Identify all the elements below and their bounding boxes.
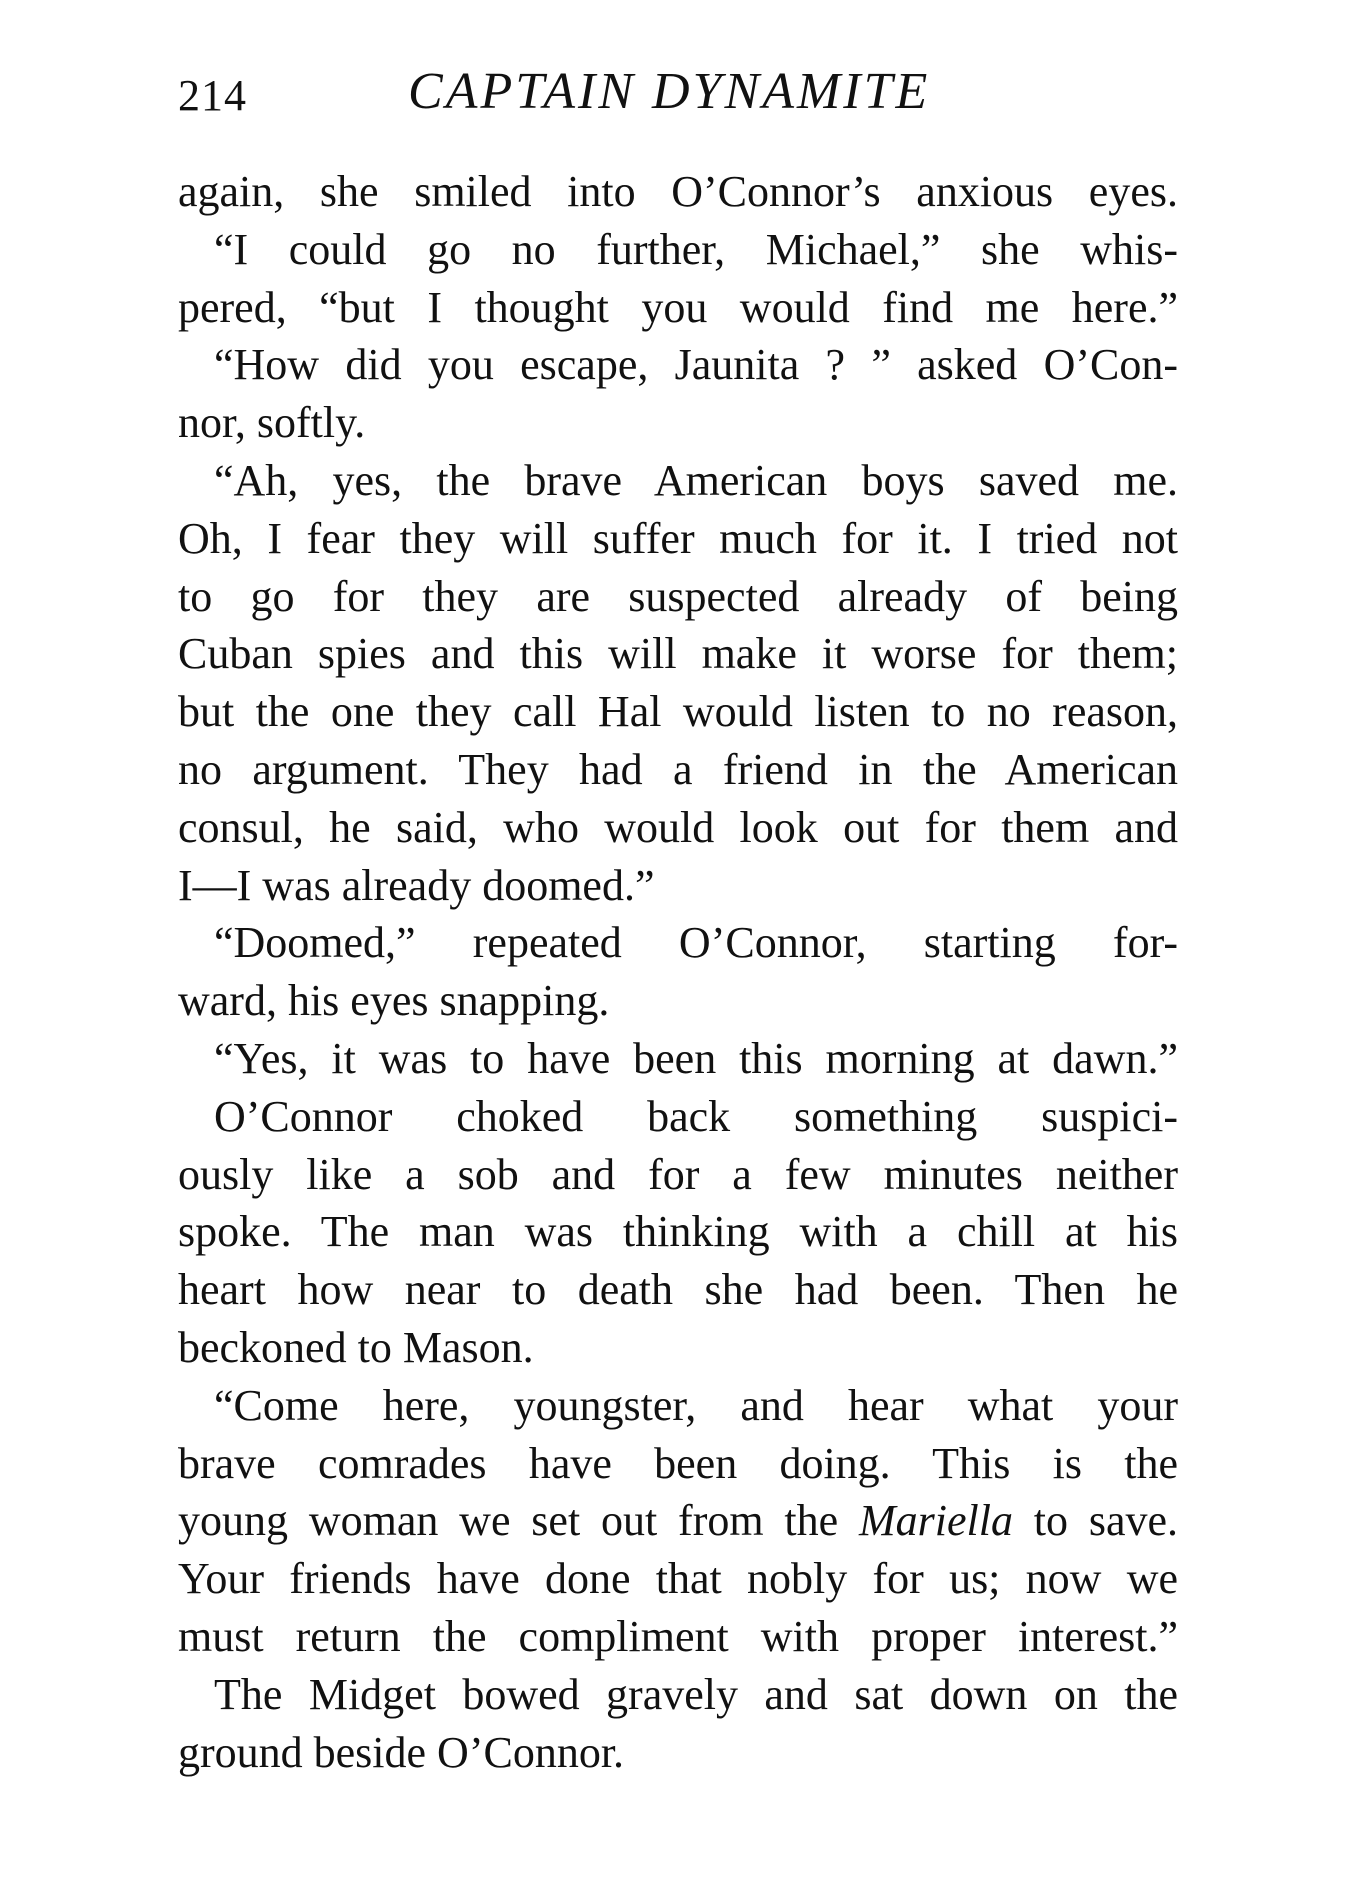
text-line: “How did you escape, Jaunita ? ” asked O’Con-	[214, 340, 1178, 390]
text-line: but the one they call Hal would listen to no reason,	[178, 687, 1178, 737]
page-number: 214	[178, 71, 247, 120]
text-line: I—I was already doomed.”	[178, 860, 655, 910]
text-line: Cuban spies and this will make it worse for them;	[178, 629, 1178, 679]
text-line: brave comrades have been doing. This is the	[178, 1438, 1178, 1488]
text-line: beckoned to Mason.	[178, 1322, 534, 1372]
text-line: ground beside O’Connor.	[178, 1727, 625, 1777]
body-text	[178, 163, 1178, 1781]
text-line: “Doomed,” repeated O’Connor, starting for-	[214, 918, 1178, 968]
text-line: “Yes, it was to have been this morning at dawn.”	[214, 1033, 1178, 1083]
text-line: Oh, I fear they will suffer much for it. I tried not	[178, 513, 1178, 563]
text-line: consul, he said, who would look out for them and	[178, 802, 1178, 852]
text-line	[178, 1492, 1178, 1550]
text-line: heart how near to death she had been. Then he	[178, 1265, 1178, 1315]
page-header	[178, 62, 1178, 132]
text-line: “Ah, yes, the brave American boys saved me.	[214, 455, 1178, 505]
text-line: Your friends have done that nobly for us; now we	[178, 1554, 1178, 1604]
text-line: must return the compliment with proper interest.”	[178, 1611, 1178, 1661]
text-line: nor, softly.	[178, 398, 366, 448]
text-line: “I could go no further, Michael,” she whis-	[214, 224, 1178, 274]
text-segment: to save.	[1012, 1496, 1179, 1546]
text-line: “Come here, youngster, and hear what your	[214, 1380, 1178, 1430]
text-line: again, she smiled into O’Connor’s anxious eyes.	[178, 167, 1178, 216]
text-line: spoke. The man was thinking with a chill at his	[178, 1207, 1178, 1257]
text-line: The Midget bowed gravely and sat down on the	[214, 1669, 1178, 1719]
ship-name: Mariella	[858, 1496, 1013, 1546]
text-line: ward, his eyes snapping.	[178, 976, 610, 1026]
text-line: O’Connor choked back something suspici-	[214, 1091, 1178, 1141]
text-line: to go for they are suspected already of being	[178, 571, 1178, 621]
text-line: pered, “but I thought you would find me here.”	[178, 282, 1178, 332]
text-line: ously like a sob and for a few minutes neither	[178, 1149, 1178, 1199]
running-title: CAPTAIN DYNAMITE	[408, 63, 931, 120]
text-segment: young woman we set out from the	[178, 1496, 859, 1546]
text-line: no argument. They had a friend in the American	[178, 744, 1178, 794]
